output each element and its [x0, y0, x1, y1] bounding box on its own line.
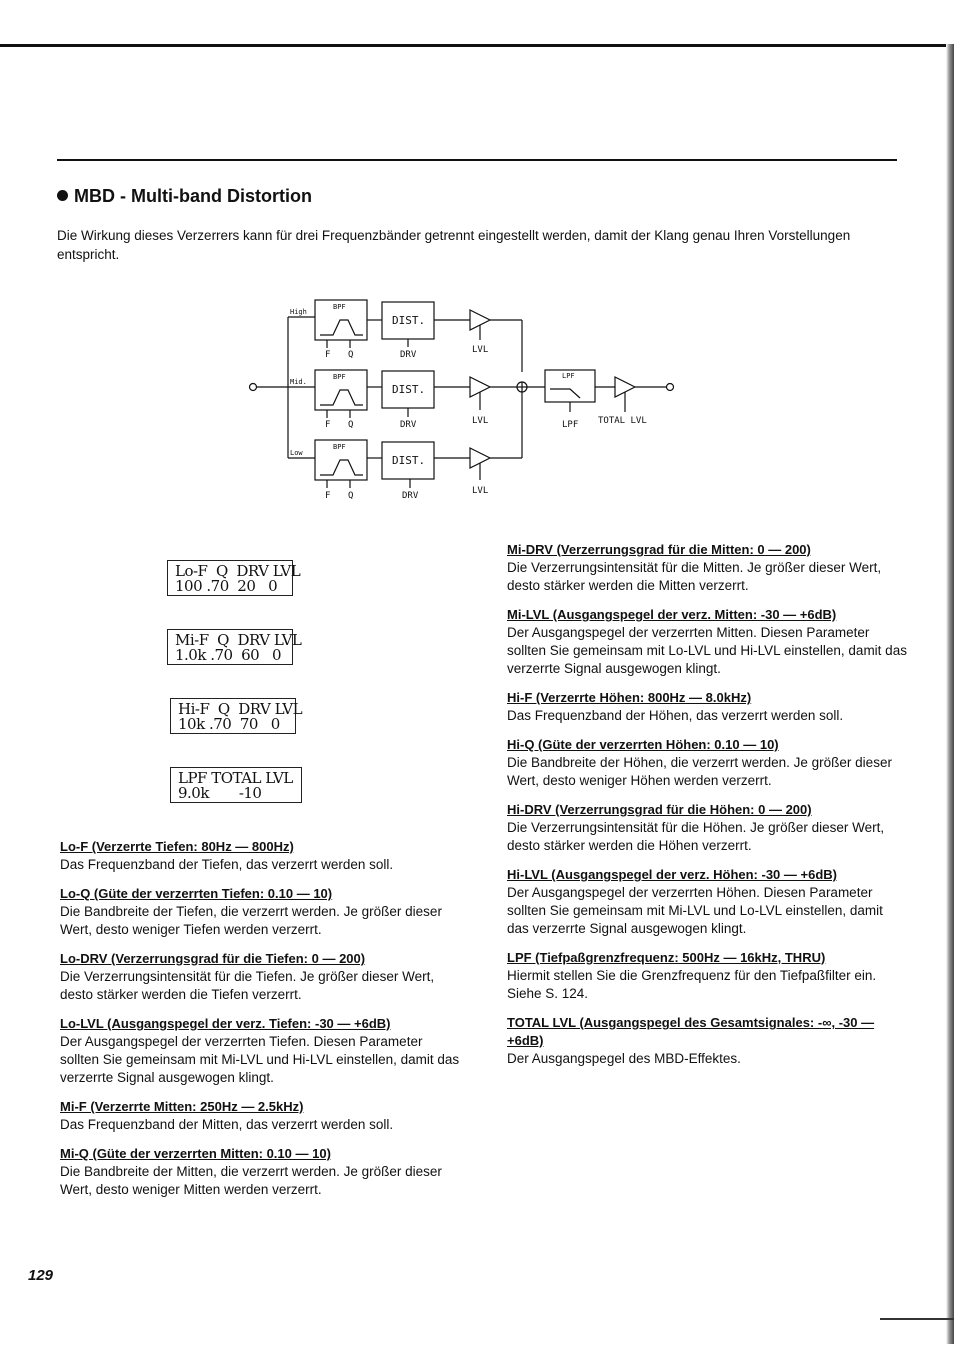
bandpass-curve-icon: [320, 390, 363, 405]
lcd-display-high: Hi-F Q DRV LVL 10k .70 70 0: [170, 698, 296, 734]
svg-text:LPF: LPF: [562, 372, 575, 380]
svg-text:DRV: DRV: [400, 420, 417, 430]
left-parameter-list: [60, 838, 460, 1210]
section-title: MBD - Multi-band Distortion: [57, 186, 312, 207]
band-label-mid: Mid.: [290, 378, 307, 386]
svg-text:Q: Q: [348, 491, 354, 501]
bullet-icon: [57, 190, 68, 201]
param-hi-q: Hi-Q (Güte der verzerrten Höhen: 0.10 — 10) Die Bandbreite der Höhen, die verzerrt werden. Je größer dieser Wert, desto weniger Höhen werden verzerrt.: [507, 737, 892, 788]
bandpass-curve-icon: [320, 460, 363, 475]
svg-text:LVL: LVL: [472, 416, 489, 426]
output-terminal: [667, 384, 674, 391]
page-number: 129: [28, 1267, 54, 1284]
svg-text:LVL: LVL: [472, 486, 489, 496]
svg-text:DRV: DRV: [400, 350, 417, 360]
svg-text:Q: Q: [348, 420, 354, 430]
param-mi-drv: Mi-DRV (Verzerrungsgrad für die Mitten: 0 — 200) Die Verzerrungsintensität für die Mitten. Je größer dieser Wert, desto stärker werden die Mitten verzerrt.: [507, 542, 882, 593]
svg-text:LPF: LPF: [562, 420, 579, 430]
param-lo-drv: Lo-DRV (Verzerrungsgrad für die Tiefen: 0 — 200) Die Verzerrungsintensität für die Tiefen. Je größer dieser Wert, desto stärker werden die Tiefen verzerrt.: [60, 951, 435, 1002]
svg-text:DIST.: DIST.: [392, 314, 426, 327]
svg-text:Q: Q: [348, 350, 354, 360]
svg-text:DRV: DRV: [402, 491, 419, 501]
svg-text:BPF: BPF: [333, 303, 346, 311]
band-label-low: Low: [290, 449, 303, 457]
input-terminal: [250, 384, 257, 391]
param-mi-f: Mi-F (Verzerrte Mitten: 250Hz — 2.5kHz) Das Frequenzband der Mitten, das verzerrt werden soll.: [60, 1099, 394, 1132]
top-rule: [0, 44, 948, 47]
svg-text:DIST.: DIST.: [392, 454, 426, 467]
band-label-high: High: [290, 308, 307, 316]
page-edge-shadow: [946, 44, 954, 1344]
svg-text:BPF: BPF: [333, 373, 346, 381]
param-total-lvl: TOTAL LVL (Ausgangspegel des Gesamtsignales: -∞, -30 — +6dB) Der Ausgangspegel des MBD-Effektes.: [507, 1015, 875, 1066]
svg-text:TOTAL LVL: TOTAL LVL: [598, 416, 647, 426]
param-mi-q: Mi-Q (Güte der verzerrten Mitten: 0.10 — 10) Die Bandbreite der Mitten, die verzerrt werden. Je größer dieser Wert, desto weniger Mitten werden verzerrt.: [60, 1146, 442, 1197]
param-hi-lvl: Hi-LVL (Ausgangspegel der verz. Höhen: -30 — +6dB) Der Ausgangspegel der verzerrten Höhen. Diesen Parameter sollten Sie gemeinsam mit Mi-LVL und Lo-LVL einstellen, damit das verzerrte Signal ausgewogen klingt.: [507, 867, 883, 936]
lcd-display-mid: Mi-F Q DRV LVL 1.0k .70 60 0: [167, 629, 293, 665]
svg-text:F: F: [325, 491, 331, 501]
param-hi-drv: Hi-DRV (Verzerrungsgrad für die Höhen: 0 — 200) Die Verzerrungsintensität für die Höhen. Je größer dieser Wert, desto stärker werden die Höhen verzerrt.: [507, 802, 885, 853]
svg-text:BPF: BPF: [333, 443, 346, 451]
bandpass-curve-icon: [320, 320, 363, 335]
right-parameter-list: [507, 541, 907, 1079]
param-hi-f: Hi-F (Verzerrte Höhen: 800Hz — 8.0kHz) Das Frequenzband der Höhen, das verzerrt werden soll.: [507, 690, 844, 723]
param-lpf: LPF (Tiefpaßgrenzfrequenz: 500Hz — 16kHz, THRU) Hiermit stellen Sie die Grenzfrequenz für den Tiefpaßfilter ein. Siehe S. 124.: [507, 950, 877, 1001]
page-edge-bottom: [880, 1318, 954, 1320]
svg-text:LVL: LVL: [472, 345, 489, 355]
lcd-display-low: Lo-F Q DRV LVL 100 .70 20 0: [167, 560, 293, 596]
param-mi-lvl: Mi-LVL (Ausgangspegel der verz. Mitten: -30 — +6dB) Der Ausgangspegel der verzerrten Mitten. Diesen Parameter sollten Sie gemeinsam mit Lo-LVL und Hi-LVL einstellen, damit das verzerrte Signal ausgewogen klingt.: [507, 607, 907, 676]
param-lo-lvl: Lo-LVL (Ausgangspegel der verz. Tiefen: -30 — +6dB) Der Ausgangspegel der verzerrten Tiefen. Diesen Parameter sollten Sie gemeinsam mit Mi-LVL und Hi-LVL einstellen, damit das verzerrte Signal ausgewogen klingt.: [60, 1016, 460, 1085]
svg-text:F: F: [325, 420, 331, 430]
svg-text:F: F: [325, 350, 331, 360]
lowpass-curve-icon: [550, 389, 580, 398]
signal-flow-diagram: [240, 290, 690, 515]
param-lo-f: Lo-F (Verzerrte Tiefen: 80Hz — 800Hz) Das Frequenzband der Tiefen, das verzerrt werden soll.: [60, 839, 394, 872]
lcd-display-lpf: LPF TOTAL LVL 9.0k -10: [170, 767, 302, 803]
intro-paragraph: Die Wirkung dieses Verzerrers kann für drei Frequenzbänder getrennt eingestellt werden, damit der Klang genau Ihren Vorstellungen entspricht.: [57, 228, 851, 262]
param-lo-q: Lo-Q (Güte der verzerrten Tiefen: 0.10 — 10) Die Bandbreite der Tiefen, die verzerrt werden. Je größer dieser Wert, desto weniger Tiefen werden verzerrt.: [60, 886, 442, 937]
header-rule: [57, 159, 897, 161]
svg-text:DIST.: DIST.: [392, 383, 426, 396]
